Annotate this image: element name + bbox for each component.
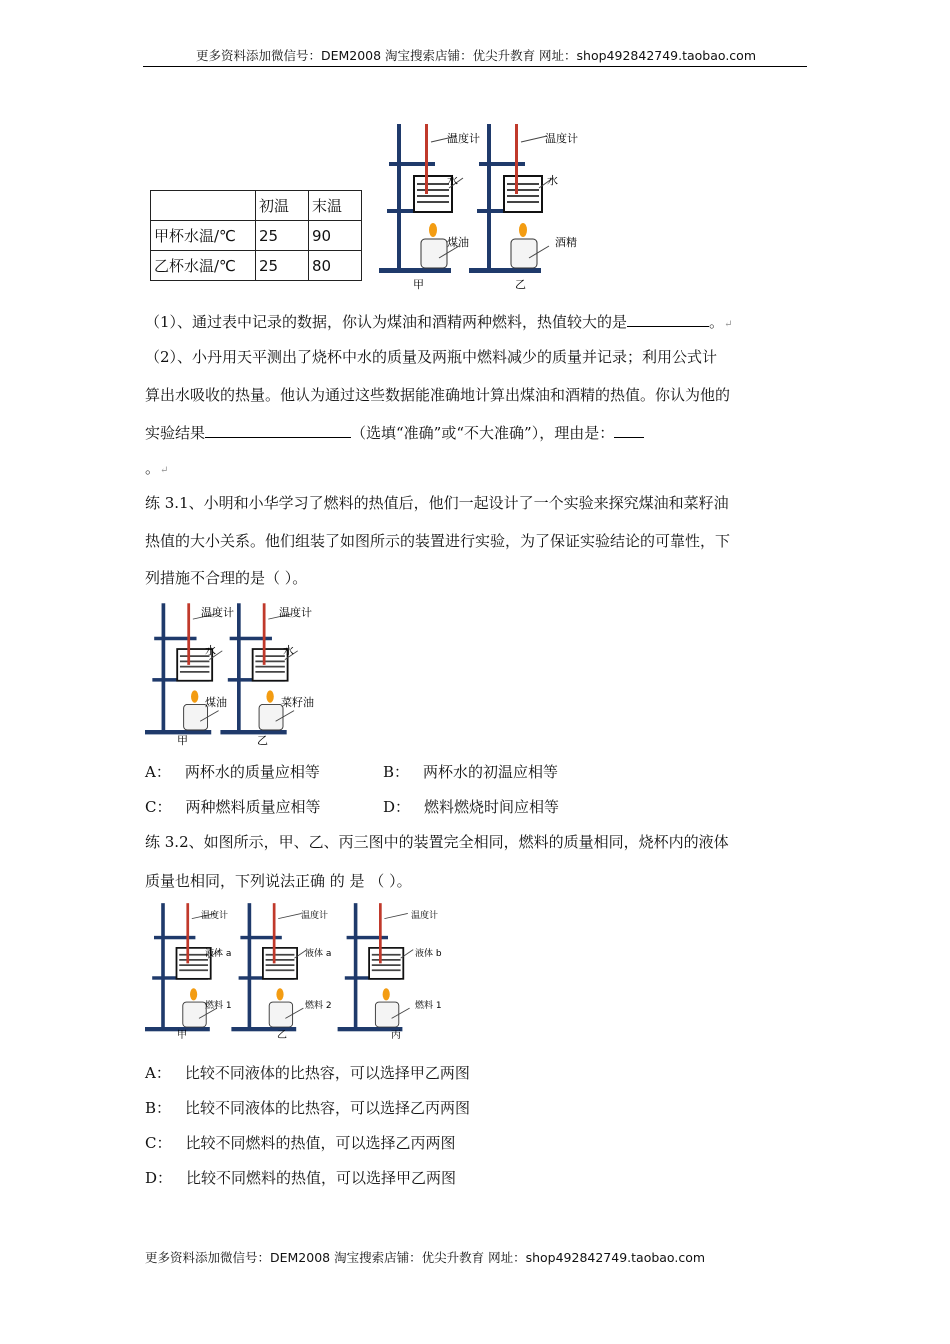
question-1: （1）、通过表中记录的数据，你认为煤油和酒精两种燃料，热值较大的是 。↵ — [145, 313, 733, 331]
apparatus-figure-1 — [365, 118, 595, 296]
answer-blank[interactable] — [614, 437, 644, 438]
figure-label: 燃料 1 — [415, 1001, 442, 1011]
option-c[interactable]: C： 两种燃料质量应相等 — [145, 798, 321, 816]
option-d[interactable]: D： 比较不同燃料的热值，可以选择甲乙两图 — [145, 1169, 457, 1187]
apparatus-figure-3 — [143, 898, 453, 1046]
table-row — [151, 251, 362, 281]
figure-label: 乙 — [515, 278, 526, 291]
figure-label: 温度计 — [545, 132, 578, 145]
question-2-line-2: 算出水吸收的热量。他认为通过这些数据能准确地计算出煤油和酒精的热值。你认为他的 — [145, 386, 731, 404]
figure-label: 水 — [547, 174, 558, 187]
question-2-line-3: 实验结果 （选填“准确”或“不大准确”），理由是： — [145, 423, 807, 443]
exercise-3-1-line-2: 热值的大小关系。他们组装了如图所示的装置进行实验，为了保证实验结论的可靠性，下 — [145, 532, 731, 550]
figure-label: 水 — [205, 644, 216, 657]
figure-label: 水 — [283, 644, 294, 657]
figure-label: 甲 — [413, 278, 424, 291]
option-a[interactable]: A： 比较不同液体的比热容，可以选择甲乙两图 — [145, 1064, 470, 1082]
option-b[interactable]: B： 两杯水的初温应相等 — [383, 763, 559, 781]
table-cell: 乙杯水温/℃ — [151, 251, 256, 281]
figure-label: 温度计 — [279, 606, 312, 619]
figure-label: 煤油 — [205, 696, 227, 709]
table-cell: 90 — [309, 221, 362, 251]
table-cell: 80 — [309, 251, 362, 281]
answer-blank[interactable] — [205, 437, 351, 438]
table-cell: 末温 — [309, 191, 362, 221]
figure-label: 酒精 — [555, 236, 577, 249]
option-b[interactable]: B： 比较不同液体的比热容，可以选择乙丙两图 — [145, 1099, 471, 1117]
figure-label: 温度计 — [411, 911, 439, 921]
figure-label: 液体 b — [415, 949, 442, 959]
figure-label: 水 — [447, 174, 458, 187]
table-cell: 25 — [256, 221, 309, 251]
figure-label: 温度计 — [201, 911, 229, 921]
table-cell — [151, 191, 256, 221]
figure-label: 液体 a — [305, 949, 332, 959]
option-c[interactable]: C： 比较不同燃料的热值，可以选择乙丙两图 — [145, 1134, 456, 1152]
figure-label: 甲 — [177, 734, 188, 747]
table-cell: 25 — [256, 251, 309, 281]
apparatus-figure-2 — [143, 598, 333, 748]
question-2-line-1: （2）、小丹用天平测出了烧杯中水的质量及两瓶中燃料减少的质量并记录；利用公式计 — [145, 348, 718, 366]
figure-label: 乙 — [257, 734, 268, 747]
table-row — [151, 221, 362, 251]
figure-label: 液体 a — [205, 949, 232, 959]
figure-label: 温度计 — [201, 606, 234, 619]
figure-label: 煤油 — [447, 236, 469, 249]
page-footer: 更多资料添加微信号：DEM2008 淘宝搜索店铺：优尖升教育 网址：shop492842749.taobao.com — [145, 1250, 706, 1265]
option-d[interactable]: D： 燃料燃烧时间应相等 — [383, 798, 560, 816]
figure-label: 菜籽油 — [281, 696, 314, 709]
figure-label: 甲 — [177, 1030, 187, 1041]
page-header: 更多资料添加微信号：DEM2008 淘宝搜索店铺：优尖升教育 网址：shop492842749.taobao.com — [195, 48, 757, 63]
figure-label: 乙 — [277, 1030, 287, 1041]
exercise-3-1-line-1: 练 3.1、小明和小华学习了燃料的热值后，他们一起设计了一个实验来探究煤油和菜籽油 — [145, 494, 729, 512]
figure-label: 燃料 2 — [305, 1001, 332, 1011]
exercise-3-1-line-3: 列措施不合理的是（ ）。 — [145, 569, 308, 587]
exercise-3-2-line-1: 练 3.2、如图所示，甲、乙、丙三图中的装置完全相同，燃料的质量相同，烧杯内的液体 — [145, 833, 729, 851]
answer-blank[interactable] — [627, 326, 709, 327]
option-a[interactable]: A： 两杯水的质量应相等 — [145, 763, 320, 781]
figure-label: 燃料 1 — [205, 1001, 232, 1011]
table-cell: 初温 — [256, 191, 309, 221]
temperature-table — [150, 190, 362, 281]
table-cell: 甲杯水温/℃ — [151, 221, 256, 251]
question-2-line-4: 。↵ — [145, 459, 169, 477]
figure-label: 丙 — [391, 1030, 401, 1041]
figure-label: 温度计 — [301, 911, 329, 921]
table-header-row — [151, 191, 362, 221]
header-divider — [143, 66, 807, 67]
exercise-3-2-line-2: 质量也相同，下列说法正确 的 是 （ ）。 — [145, 872, 412, 890]
figure-label: 温度计 — [447, 132, 480, 145]
